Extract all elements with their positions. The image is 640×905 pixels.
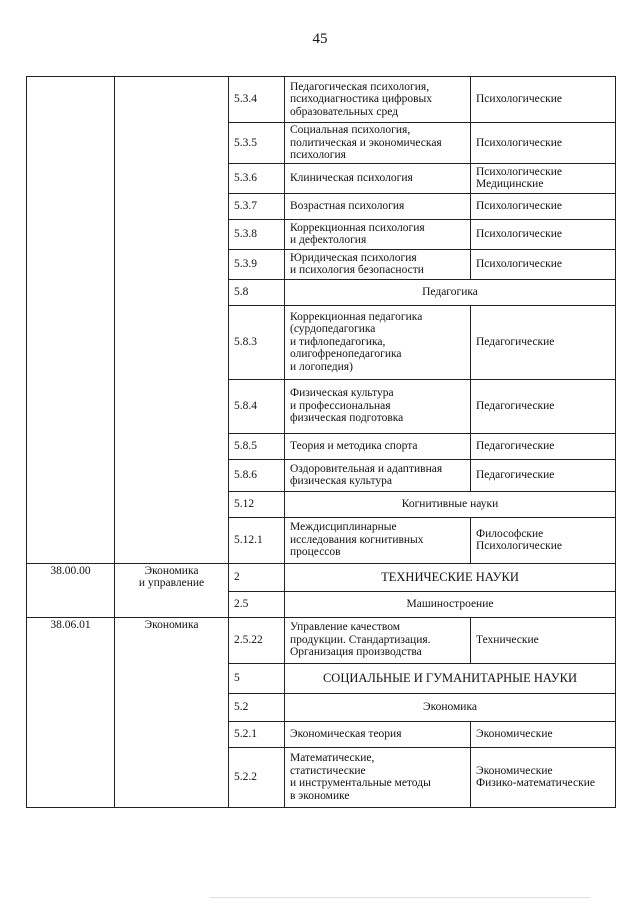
- specialty-code: 5.3.6: [229, 163, 285, 193]
- specialty-code: 5.8: [229, 279, 285, 305]
- specialty-title-line: Социальная психология,: [290, 124, 411, 136]
- section-title: Когнитивные науки: [285, 491, 616, 517]
- specialty-code: 5.12.1: [229, 517, 285, 563]
- specialty-title-line: и психология безопасности: [290, 264, 424, 276]
- degree-kind: [471, 305, 616, 379]
- specialty-code: 5.8.5: [229, 433, 285, 459]
- specialty-title-line: психодиагностика цифровых: [290, 93, 433, 106]
- degree-kind: [471, 433, 616, 459]
- specialty-title-line: Юридическая психология: [290, 251, 417, 264]
- specialty-title-line: и дефектология: [290, 234, 367, 246]
- specialty-title: [285, 305, 471, 379]
- degree-kind-line: Психологические: [476, 257, 562, 270]
- degree-kind-line: Педагогические: [476, 439, 555, 452]
- specialty-title: [285, 123, 471, 164]
- degree-kind: [471, 123, 616, 164]
- specialty-title: [285, 617, 471, 663]
- degree-kind: [471, 249, 616, 279]
- degree-kind-line: Физико-математические: [476, 777, 595, 789]
- direction-name-line: Экономика: [144, 564, 199, 577]
- degree-kind-line: Экономические: [476, 764, 553, 777]
- degree-kind-line: Психологические: [476, 136, 562, 149]
- specialty-code: 2: [229, 563, 285, 591]
- specialty-title-line: физическая культура: [290, 475, 392, 487]
- specialty-title-line: и тифлопедагогика,: [290, 335, 386, 348]
- specialty-code: 5.3.7: [229, 193, 285, 219]
- direction-name: [115, 617, 229, 807]
- degree-kind: [471, 617, 616, 663]
- specialty-title-line: психология: [290, 149, 346, 161]
- specialty-title: [285, 459, 471, 491]
- specialty-title-line: Педагогическая психология,: [290, 80, 430, 93]
- degree-kind: [471, 721, 616, 747]
- specialty-title-line: Клиническая психология: [290, 171, 413, 184]
- degree-kind-line: Экономические: [476, 727, 553, 740]
- specialty-title-line: Организация производства: [290, 646, 422, 659]
- degree-kind-line: Психологические: [476, 165, 562, 178]
- degree-kind-line: Психологические: [476, 93, 562, 106]
- specialty-title-line: Возрастная психология: [290, 199, 405, 212]
- degree-kind-line: Психологические: [476, 199, 562, 212]
- section-title: ТЕХНИЧЕСКИЕ НАУКИ: [285, 563, 616, 591]
- degree-kind: [471, 747, 616, 807]
- specialty-title-line: Управление качеством: [290, 621, 401, 634]
- specialty-title-line: и логопедия): [290, 360, 353, 373]
- section-title: Экономика: [285, 693, 616, 721]
- specialty-title-line: Физическая культура: [290, 387, 394, 400]
- specialty-title-line: образовательных сред: [290, 105, 399, 118]
- specialty-title: [285, 379, 471, 433]
- specialty-title: [285, 747, 471, 807]
- page-number: 45: [312, 31, 328, 47]
- specialties-table: [26, 76, 616, 808]
- direction-name-line: и управление: [138, 577, 205, 589]
- specialty-title-line: Коррекционная психология: [290, 221, 425, 234]
- specialty-title: [285, 517, 471, 563]
- specialty-title-line: Оздоровительная и адаптивная: [290, 462, 443, 475]
- degree-kind-line: Педагогические: [476, 399, 555, 412]
- specialty-code: 2.5: [229, 591, 285, 617]
- specialty-title-line: процессов: [290, 546, 341, 559]
- specialty-title-line: Математические,: [290, 752, 375, 764]
- degree-kind: [471, 459, 616, 491]
- section-title: СОЦИАЛЬНЫЕ И ГУМАНИТАРНЫЕ НАУКИ: [285, 663, 616, 693]
- table-row: [27, 77, 616, 123]
- specialty-code: 5.3.4: [229, 77, 285, 123]
- degree-kind-line: Философские: [476, 527, 544, 540]
- specialty-title-line: Теория и методика спорта: [290, 439, 418, 452]
- specialty-code: 5.2: [229, 693, 285, 721]
- direction-code-cell: [27, 77, 115, 564]
- specialty-title-line: политическая и экономическая: [290, 136, 442, 149]
- specialty-code: 5: [229, 663, 285, 693]
- specialty-title-line: и инструментальные методы: [290, 777, 431, 789]
- specialty-code: 5.8.4: [229, 379, 285, 433]
- specialty-code: 2.5.22: [229, 617, 285, 663]
- direction-name-line: Экономика: [144, 618, 199, 631]
- specialty-title-line: в экономике: [290, 789, 350, 802]
- degree-kind-line: Медицинские: [476, 178, 544, 190]
- degree-kind: [471, 163, 616, 193]
- degree-kind: [471, 517, 616, 563]
- specialty-title-line: и профессиональная: [290, 399, 391, 412]
- specialty-title-line: статистические: [290, 764, 366, 777]
- degree-kind: [471, 77, 616, 123]
- specialty-code: 5.3.5: [229, 123, 285, 164]
- specialty-title-line: физическая подготовка: [290, 412, 404, 425]
- section-title: Машиностроение: [285, 591, 616, 617]
- direction-name: [115, 563, 229, 617]
- specialty-code: 5.3.8: [229, 219, 285, 249]
- specialty-code: 5.8.6: [229, 459, 285, 491]
- direction-name-cell: [115, 77, 229, 564]
- degree-kind-line: Педагогические: [476, 335, 555, 348]
- specialty-title-line: олигофренопедагогика: [290, 348, 402, 361]
- table-section-row: [27, 563, 616, 591]
- degree-kind: [471, 379, 616, 433]
- specialty-title-line: Междисциплинарные: [290, 521, 397, 534]
- specialty-title: [285, 219, 471, 249]
- specialty-title: [285, 721, 471, 747]
- specialty-code: 5.2.1: [229, 721, 285, 747]
- degree-kind-line: Психологические: [476, 227, 562, 240]
- specialty-title-line: Экономическая теория: [290, 727, 402, 740]
- degree-kind-line: Психологические: [476, 540, 562, 552]
- specialty-title: [285, 433, 471, 459]
- specialty-code: 5.3.9: [229, 249, 285, 279]
- section-title: Педагогика: [285, 279, 616, 305]
- table-row: [27, 617, 616, 663]
- direction-code: 38.06.01: [27, 617, 115, 807]
- specialty-title: [285, 77, 471, 123]
- specialty-code: 5.2.2: [229, 747, 285, 807]
- degree-kind: [471, 193, 616, 219]
- footer-rule: [210, 897, 590, 898]
- specialty-code: 5.12: [229, 491, 285, 517]
- specialty-title-line: (сурдопедагогика: [290, 323, 376, 336]
- degree-kind-line: Педагогические: [476, 468, 555, 481]
- specialty-title: [285, 163, 471, 193]
- specialty-title: [285, 249, 471, 279]
- specialty-title-line: продукции. Стандартизация.: [290, 633, 431, 646]
- degree-kind-line: Технические: [476, 633, 539, 646]
- specialty-code: 5.8.3: [229, 305, 285, 379]
- specialty-title-line: исследования когнитивных: [290, 533, 424, 546]
- specialty-title-line: Коррекционная педагогика: [290, 310, 423, 323]
- direction-code: 38.00.00: [27, 563, 115, 617]
- degree-kind: [471, 219, 616, 249]
- specialty-title: [285, 193, 471, 219]
